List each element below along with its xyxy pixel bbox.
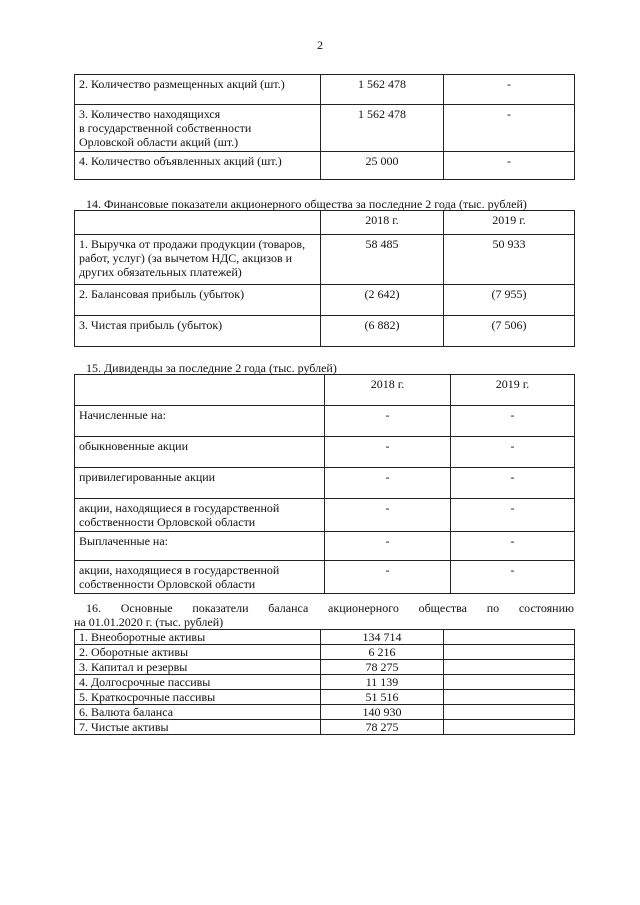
row-value: 78 275 <box>321 660 444 675</box>
value-2018: (2 642) <box>321 285 444 316</box>
table-row <box>75 675 575 690</box>
header-2018: 2018 г. <box>325 375 451 406</box>
row-label: Начисленные на: <box>75 406 325 437</box>
table-row <box>75 316 575 347</box>
value-2018: - <box>325 468 451 499</box>
row-value: 1 562 478 <box>321 105 444 152</box>
table-row <box>75 532 575 561</box>
row-value: 134 714 <box>321 630 444 645</box>
row-label: 1. Внеоборотные активы <box>75 630 321 645</box>
financial-table <box>74 210 575 347</box>
row-label: 3. Количество находящихся в государственной собственности Орловской области акций (шт.) <box>75 105 321 152</box>
caption-word: 16. <box>86 601 101 615</box>
row-label: 1. Выручка от продажи продукции (товаров, работ, услуг) (за вычетом НДС, акцизов и других обязательных платежей) <box>75 235 321 285</box>
row-label: привилегированные акции <box>75 468 325 499</box>
row-label: 3. Капитал и резервы <box>75 660 321 675</box>
row-label: 6. Валюта баланса <box>75 705 321 720</box>
value-2018: 58 485 <box>321 235 444 285</box>
header-2019: 2019 г. <box>451 375 575 406</box>
table-row <box>75 105 575 152</box>
value-2019: 50 933 <box>444 235 575 285</box>
value-2018: - <box>325 406 451 437</box>
balance-caption-line1 <box>86 601 574 616</box>
empty-cell <box>444 630 575 645</box>
value-2019: - <box>451 406 575 437</box>
table-header-row <box>75 211 575 235</box>
empty-cell <box>444 690 575 705</box>
caption-word: показатели <box>192 601 249 615</box>
caption-word: баланса <box>268 601 309 615</box>
table-row <box>75 660 575 675</box>
caption-word: общества <box>418 601 467 615</box>
value-2019: - <box>451 468 575 499</box>
table-row <box>75 499 575 532</box>
table-row <box>75 235 575 285</box>
value-2018: - <box>325 532 451 561</box>
row-label: 4. Количество объявленных акций (шт.) <box>75 152 321 180</box>
row-extra: - <box>444 105 575 152</box>
value-2018: (6 882) <box>321 316 444 347</box>
row-label: 4. Долгосрочные пассивы <box>75 675 321 690</box>
page-number: 2 <box>317 38 323 52</box>
row-label: Выплаченные на: <box>75 532 325 561</box>
table-row <box>75 720 575 735</box>
caption-word: акционерного <box>328 601 399 615</box>
header-empty <box>75 375 325 406</box>
table-row <box>75 705 575 720</box>
empty-cell <box>444 660 575 675</box>
value-2019: (7 506) <box>444 316 575 347</box>
value-2019: - <box>451 532 575 561</box>
value-2019: - <box>451 561 575 594</box>
row-value: 78 275 <box>321 720 444 735</box>
empty-cell <box>444 720 575 735</box>
balance-caption <box>86 601 574 616</box>
value-2019: - <box>451 437 575 468</box>
row-value: 1 562 478 <box>321 75 444 105</box>
row-value: 6 216 <box>321 645 444 660</box>
row-value: 11 139 <box>321 675 444 690</box>
caption-word: по <box>486 601 500 615</box>
financial-caption: 14. Финансовые показатели акционерного общества за последние 2 года (тыс. рублей) <box>86 197 527 211</box>
table-row <box>75 468 575 499</box>
empty-cell <box>444 705 575 720</box>
row-label: 2. Оборотные активы <box>75 645 321 660</box>
dividends-caption: 15. Дивиденды за последние 2 года (тыс. рублей) <box>86 361 337 375</box>
row-label: 5. Краткосрочные пассивы <box>75 690 321 705</box>
header-2019: 2019 г. <box>444 211 575 235</box>
table-row <box>75 152 575 180</box>
table-row <box>75 437 575 468</box>
table-row <box>75 406 575 437</box>
row-label: 2. Количество размещенных акций (шт.) <box>75 75 321 105</box>
caption-word: Основные <box>120 601 173 615</box>
row-extra: - <box>444 75 575 105</box>
header-2018: 2018 г. <box>321 211 444 235</box>
shares-table <box>74 74 575 180</box>
balance-caption-line2: на 01.01.2020 г. (тыс. рублей) <box>74 615 224 629</box>
row-value: 51 516 <box>321 690 444 705</box>
caption-word: состоянию <box>518 601 574 615</box>
row-label: обыкновенные акции <box>75 437 325 468</box>
row-label: 2. Балансовая прибыль (убыток) <box>75 285 321 316</box>
table-header-row <box>75 375 575 406</box>
row-label: 3. Чистая прибыль (убыток) <box>75 316 321 347</box>
empty-cell <box>444 675 575 690</box>
value-2018: - <box>325 437 451 468</box>
value-2018: - <box>325 561 451 594</box>
row-label: акции, находящиеся в государственной собственности Орловской области <box>75 499 325 532</box>
table-row <box>75 645 575 660</box>
row-extra: - <box>444 152 575 180</box>
dividends-table <box>74 374 575 594</box>
table-row <box>75 561 575 594</box>
row-label: акции, находящиеся в государственной собственности Орловской области <box>75 561 325 594</box>
table-row <box>75 630 575 645</box>
balance-table <box>74 629 575 735</box>
value-2019: - <box>451 499 575 532</box>
value-2018: - <box>325 499 451 532</box>
table-row <box>75 75 575 105</box>
value-2019: (7 955) <box>444 285 575 316</box>
row-value: 25 000 <box>321 152 444 180</box>
table-row <box>75 285 575 316</box>
row-value: 140 930 <box>321 705 444 720</box>
table-row <box>75 690 575 705</box>
empty-cell <box>444 645 575 660</box>
header-empty <box>75 211 321 235</box>
row-label: 7. Чистые активы <box>75 720 321 735</box>
